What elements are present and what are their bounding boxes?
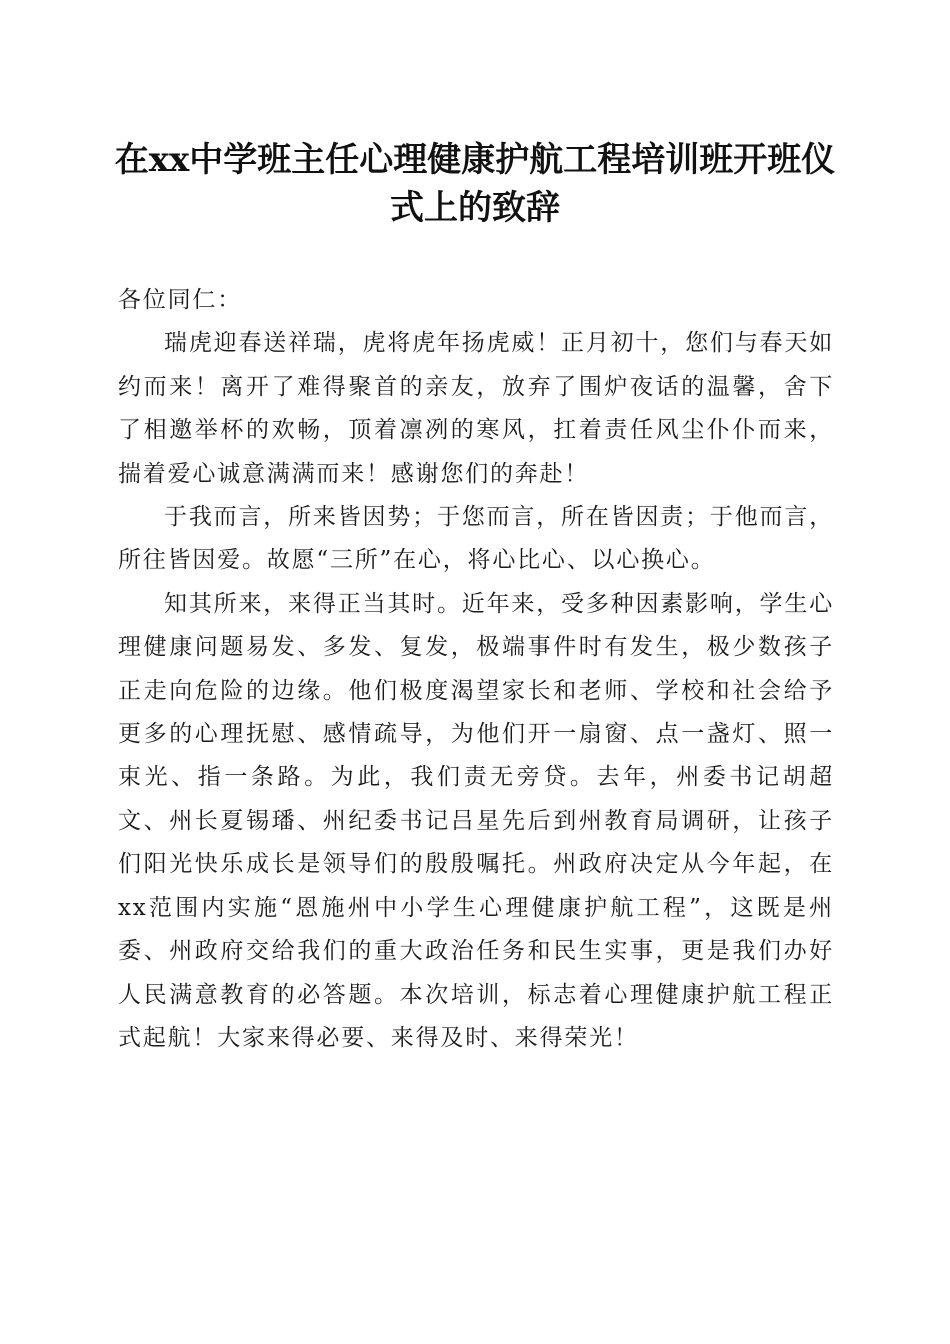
paragraph-3: 知其所来，来得正当其时。近年来，受多种因素影响，学生心理健康问题易发、多发、复发，极端事件时有发生，极少数孩子正走向危险的边缘。他们极度渴望家长和老师、学校和社会给予更多的心理抚慰、感情疏导，为他们开一扇窗、点一盏灯、照一束光、指一条路。为此，我们责无旁贷。去年，州委书记胡超文、州长夏锡璠、州纪委书记吕星先后到州教育局调研，让孩子们阳光快乐成长是领导们的殷殷嘱托。州政府决定从今年起，在xx范围内实施“恩施州中小学生心理健康护航工程”，这既是州委、州政府交给我们的重大政治任务和民生实事，更是我们办好人民满意教育的必答题。本次培训，标志着心理健康护航工程正式起航！大家来得必要、来得及时、来得荣光！ (118, 590, 834, 1051)
document-body (118, 279, 834, 1060)
salutation: 各位同仁： (118, 287, 242, 313)
document-title: 在xx中学班主任心理健康护航工程培训班开班仪式上的致辞 (114, 140, 836, 228)
paragraph-2: 于我而言，所来皆因势；于您而言，所在皆因责；于他而言，所往皆因爱。故愿“三所”在心，将心比心、以心换心。 (118, 504, 834, 574)
paragraph-1: 瑞虎迎春送祥瑞，虎将虎年扬虎威！正月初十，您们与春天如约而来！离开了难得聚首的亲友，放弃了围炉夜话的温馨，舍下了相邀举杯的欢畅，顶着凛冽的寒风，扛着责任风尘仆仆而来，揣着爱心诚意满满而来！感谢您们的奔赴！ (118, 330, 834, 487)
